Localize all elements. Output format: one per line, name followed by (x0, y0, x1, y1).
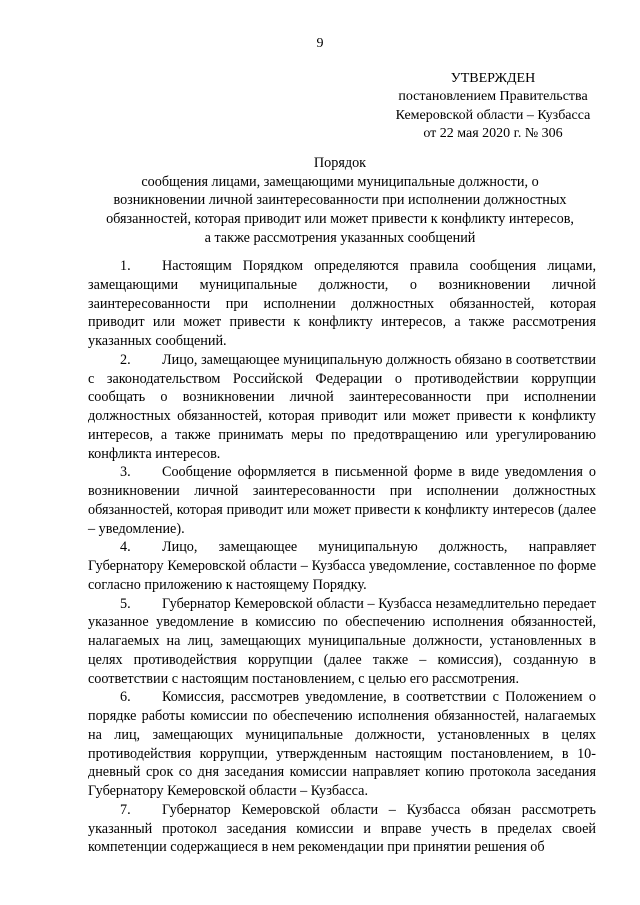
paragraph-text: Губернатор Кемеровской области – Кузбасса обязан рассмотреть указанный протокол заседания комиссии и вправе учесть в пределах своей компетенции содержащиеся в нем рекомендации при принятии решения об (88, 801, 596, 856)
document-title (60, 154, 620, 248)
approval-line: от 22 мая 2020 г. № 306 (423, 126, 563, 142)
approval-stamp (368, 70, 618, 144)
paragraph-number: 2. (120, 351, 131, 368)
paragraph (88, 538, 596, 594)
paragraph-number: 7. (120, 801, 131, 818)
paragraph (88, 463, 596, 538)
paragraph-text: Губернатор Кемеровской области – Кузбасса незамедлительно передает указанное уведомление в комиссию по обеспечению исполнения обязанностей, налагаемых на лиц, замещающих муниципальные должности, установленных в целях противодействия коррупции (далее также – комиссия), созданную в соответствии с настоящим постановлением, с целью его рассмотрения. (88, 595, 596, 687)
title-line: а также рассмотрения указанных сообщений (204, 229, 476, 246)
paragraph-text: Лицо, замещающее муниципальную должность, направляет Губернатору Кемеровской области – Кузбасса уведомление, составленное по форме согласно приложению к настоящему Порядку. (88, 539, 596, 593)
paragraph-text: Настоящим Порядком определяются правила сообщения лицами, замещающими муниципальные должности, о возникновении личной заинтересованности при исполнении должностных обязанностей, которая приводит или может привести к конфликту интересов, а также рассмотрения указанных сообщений. (88, 258, 596, 349)
paragraph-number: 4. (120, 539, 131, 556)
page-number: 9 (316, 36, 324, 51)
paragraph (88, 688, 596, 801)
paragraph-number: 6. (120, 689, 131, 706)
paragraph-number: 1. (120, 258, 131, 274)
paragraph-number: 3. (120, 464, 131, 481)
document-body (88, 257, 596, 857)
title-line: Порядок (313, 155, 367, 171)
title-line: возникновении личной заинтересованности при исполнении должностных (113, 192, 567, 209)
paragraph (88, 595, 596, 689)
paragraph-text: Комиссия, рассмотрев уведомление, в соответствии с Положением о порядке работы комиссии по обеспечению исполнения обязанностей, налагаемых на лиц, замещающих муниципальные должности, установленных в целях противодействия коррупции, утвержденным настоящим постановлением, в 10-дневный срок со дня заседания комиссии направляет копию протокола заседания Губернатору Кемеровской области – Кузбасса. (88, 689, 596, 799)
paragraph-text: Сообщение оформляется в письменной форме в виде уведомления о возникновении личной заинтересованности при исполнении должностных обязанностей, которая приводит или может привести к конфликту интересов (далее – уведомление). (88, 464, 596, 537)
title-line: сообщения лицами, замещающими муниципальные должности, о (141, 173, 539, 190)
approval-line: УТВЕРЖДЕН (450, 71, 536, 86)
paragraph (88, 801, 596, 857)
paragraph (88, 351, 596, 464)
paragraph (88, 257, 596, 351)
approval-line: Кемеровской области – Кузбасса (395, 107, 591, 123)
approval-line: постановлением Правительства (398, 89, 588, 105)
paragraph-text: Лицо, замещающее муниципальную должность обязано в соответствии с законодательством Российской Федерации о противодействии коррупции сообщать о возникновении личной заинтересованности при исполнении должностных обязанностей, которая приводит или может привести к конфликту интересов, а также принимать меры по предотвращению или урегулированию конфликта интересов. (88, 351, 596, 462)
paragraph-number: 5. (120, 595, 131, 612)
title-line: обязанностей, которая приводит или может привести к конфликту интересов, (106, 211, 574, 228)
